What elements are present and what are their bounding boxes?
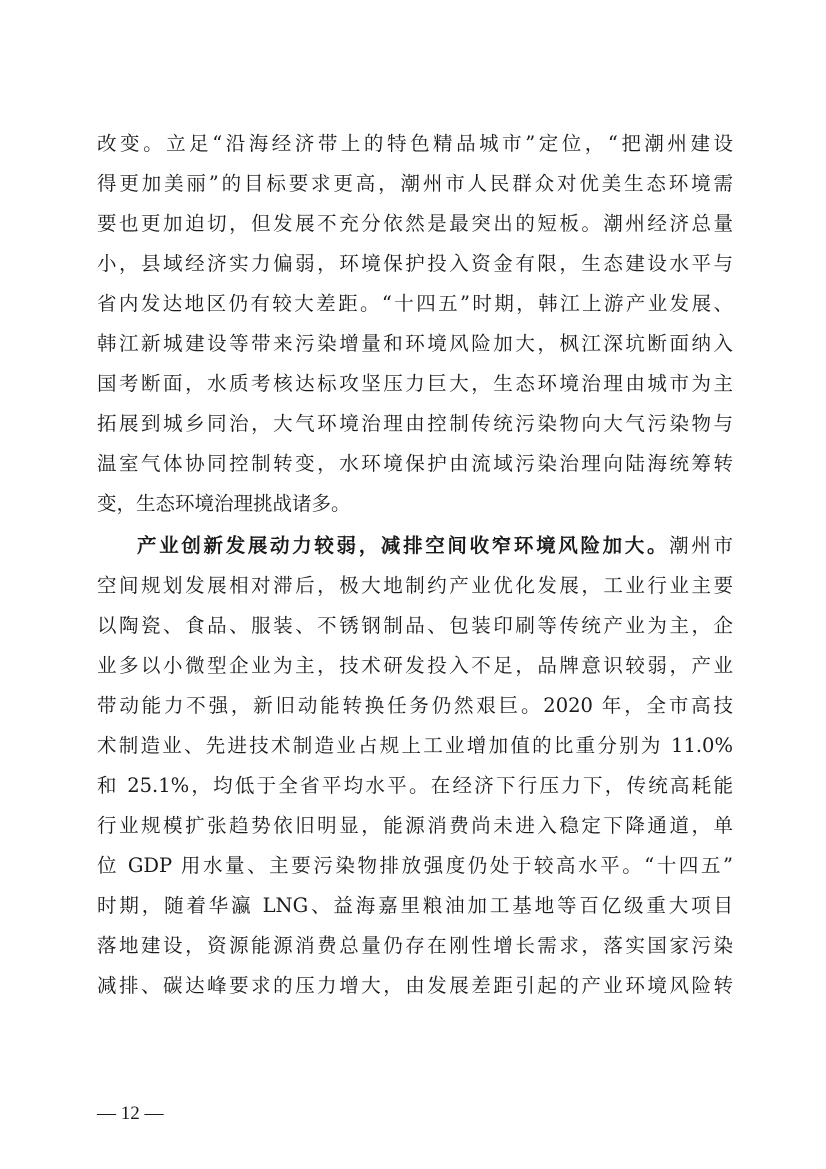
paragraph-heading: 产业创新发展动力较弱，减排空间收窄环境风险加大。	[137, 534, 670, 557]
paragraph-line: 时期，随着华瀛 LNG、益海嘉里粮油加工基地等百亿级重大项目	[97, 894, 733, 917]
paragraph-line: 业多以小微型企业为主，技术研发投入不足，品牌意识较弱，产业	[97, 654, 733, 677]
paragraph-first-line	[137, 526, 733, 566]
page-number: — 12 —	[97, 1103, 164, 1124]
paragraph-line: 变，生态环境治理挑战诸多。	[97, 492, 351, 515]
paragraph-line: 小，县域经济实力偏弱，环境保护投入资金有限，生态建设水平与	[97, 252, 733, 275]
paragraph-line: 国考断面，水质考核达标攻坚压力巨大，生态环境治理由城市为主	[97, 372, 733, 395]
paragraph-line: 位 GDP 用水量、主要污染物排放强度仍处于较高水平。“十四五”	[97, 854, 733, 877]
paragraph-line: 要也更加迫切，但发展不充分依然是最突出的短板。潮州经济总量	[97, 212, 733, 235]
paragraph-line: 改变。立足“沿海经济带上的特色精品城市”定位，“把潮州建设	[97, 132, 733, 155]
paragraph-line: 得更加美丽”的目标要求更高，潮州市人民群众对优美生态环境需	[97, 172, 733, 195]
paragraph-line: 拓展到城乡同治，大气环境治理由控制传统污染物向大气污染物与	[97, 412, 733, 435]
paragraph-line: 行业规模扩张趋势依旧明显，能源消费尚未进入稳定下降通道，单	[97, 814, 733, 837]
paragraph-line: 省内发达地区仍有较大差距。“十四五”时期，韩江上游产业发展、	[97, 292, 733, 315]
paragraph-line: 温室气体协同控制转变，水环境保护由流域污染治理向陆海统筹转	[97, 452, 733, 475]
paragraph-line: 带动能力不强，新旧动能转换任务仍然艰巨。2020 年，全市高技	[97, 694, 733, 717]
paragraph-line: 和 25.1%，均低于全省平均水平。在经济下行压力下，传统高耗能	[97, 774, 733, 797]
paragraph-line: 韩江新城建设等带来污染增量和环境风险加大，枫江深坑断面纳入	[97, 332, 733, 355]
paragraph-line: 空间规划发展相对滞后，极大地制约产业优化发展，工业行业主要	[97, 574, 733, 597]
paragraph-text: 潮州市	[669, 534, 733, 557]
paragraph-line: 术制造业、先进技术制造业占规上工业增加值的比重分别为 11.0%	[97, 734, 733, 757]
paragraph-line: 落地建设，资源能源消费总量仍存在刚性增长需求，落实国家污染	[97, 934, 733, 957]
paragraph-line: 减排、碳达峰要求的压力增大，由发展差距引起的产业环境风险转	[97, 974, 733, 997]
paragraph-line: 以陶瓷、食品、服装、不锈钢制品、包装印刷等传统产业为主，企	[97, 614, 733, 637]
